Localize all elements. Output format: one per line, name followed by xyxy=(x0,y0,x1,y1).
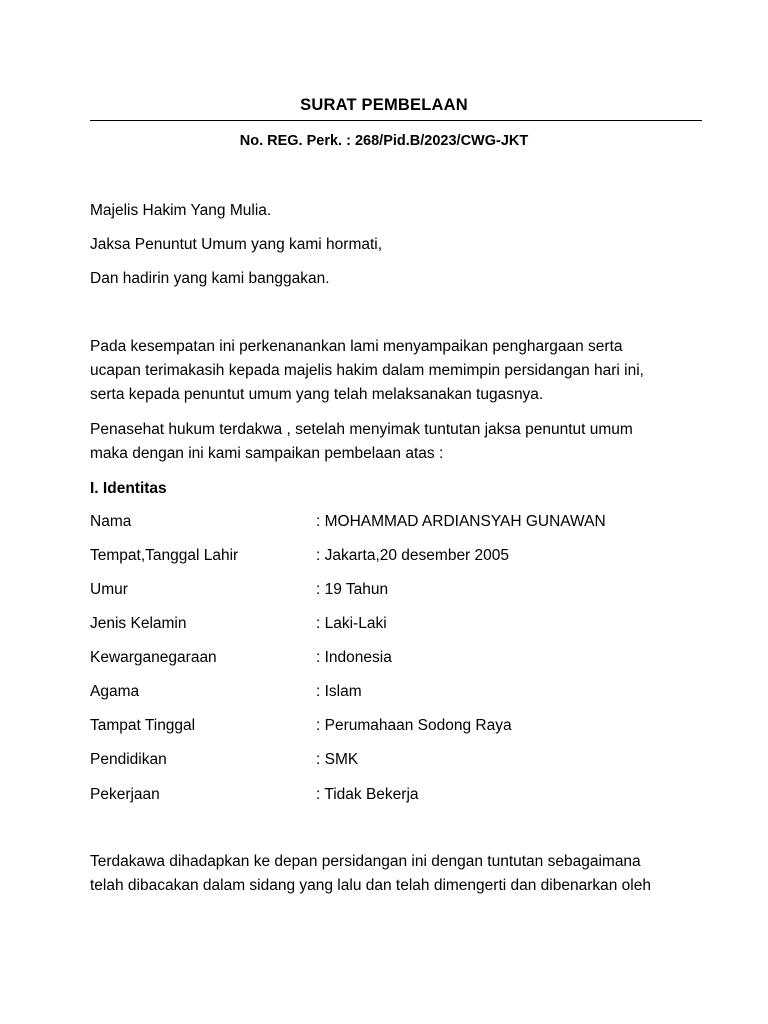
identity-value: : Laki-Laki xyxy=(316,615,387,632)
identity-label: Tempat,Tanggal Lahir xyxy=(90,547,239,564)
identity-row xyxy=(90,748,690,772)
greeting-line-3: Dan hadirin yang kami banggakan. xyxy=(90,270,330,287)
identity-label: Umur xyxy=(90,581,128,598)
greeting-line-2: Jaksa Penuntut Umum yang kami hormati, xyxy=(90,236,383,253)
identity-label: Kewarganegaraan xyxy=(90,649,217,666)
identity-row xyxy=(90,510,690,534)
identity-label: Agama xyxy=(90,683,140,700)
paragraph-line: ucapan terimakasih kepada majelis hakim dalam memimpin persidangan hari ini, xyxy=(90,362,644,379)
identity-row xyxy=(90,714,690,738)
paragraph-intro xyxy=(90,418,690,466)
identity-value: : Tidak Bekerja xyxy=(316,786,419,803)
identity-label: Pendidikan xyxy=(90,751,167,768)
identity-value: : Jakarta,20 desember 2005 xyxy=(316,547,510,564)
paragraph-line: Terdakawa dihadapkan ke depan persidangan ini dengan tuntutan sebagaimana xyxy=(90,853,641,870)
paragraph-appreciation xyxy=(90,335,690,407)
identity-value: : MOHAMMAD ARDIANSYAH GUNAWAN xyxy=(316,513,606,530)
identity-value: : Perumahaan Sodong Raya xyxy=(316,717,512,734)
identity-label: Jenis Kelamin xyxy=(90,615,187,632)
identity-value: : SMK xyxy=(316,751,359,768)
paragraph-line: telah dibacakan dalam sidang yang lalu dan telah dimengerti dan dibenarkan oleh xyxy=(90,877,651,894)
identity-row xyxy=(90,783,690,807)
identity-label: Pekerjaan xyxy=(90,786,160,803)
identity-row xyxy=(90,680,690,704)
registration-number: No. REG. Perk. : 268/Pid.B/2023/CWG-JKT xyxy=(239,133,529,149)
paragraph-line: Penasehat hukum terdakwa , setelah menyimak tuntutan jaksa penuntut umum xyxy=(90,421,633,438)
title-divider xyxy=(90,120,702,121)
identity-label: Nama xyxy=(90,513,132,530)
paragraph-line: maka dengan ini kami sampaikan pembelaan atas : xyxy=(90,445,444,462)
identity-value: : Islam xyxy=(316,683,362,700)
identity-row xyxy=(90,646,690,670)
identity-value: : Indonesia xyxy=(316,649,392,666)
document-title: SURAT PEMBELAAN xyxy=(300,96,468,114)
identity-value: : 19 Tahun xyxy=(316,581,389,598)
identity-row xyxy=(90,578,690,602)
greeting-line-1: Majelis Hakim Yang Mulia. xyxy=(90,202,272,219)
paragraph-line: serta kepada penuntut umum yang telah melaksanakan tugasnya. xyxy=(90,386,544,403)
identity-label: Tampat Tinggal xyxy=(90,717,196,734)
identity-row xyxy=(90,612,690,636)
paragraph-charges xyxy=(90,850,690,898)
identity-row xyxy=(90,544,690,568)
paragraph-line: Pada kesempatan ini perkenanankan lami menyampaikan penghargaan serta xyxy=(90,338,623,355)
section-heading-identitas: I. Identitas xyxy=(90,480,167,497)
